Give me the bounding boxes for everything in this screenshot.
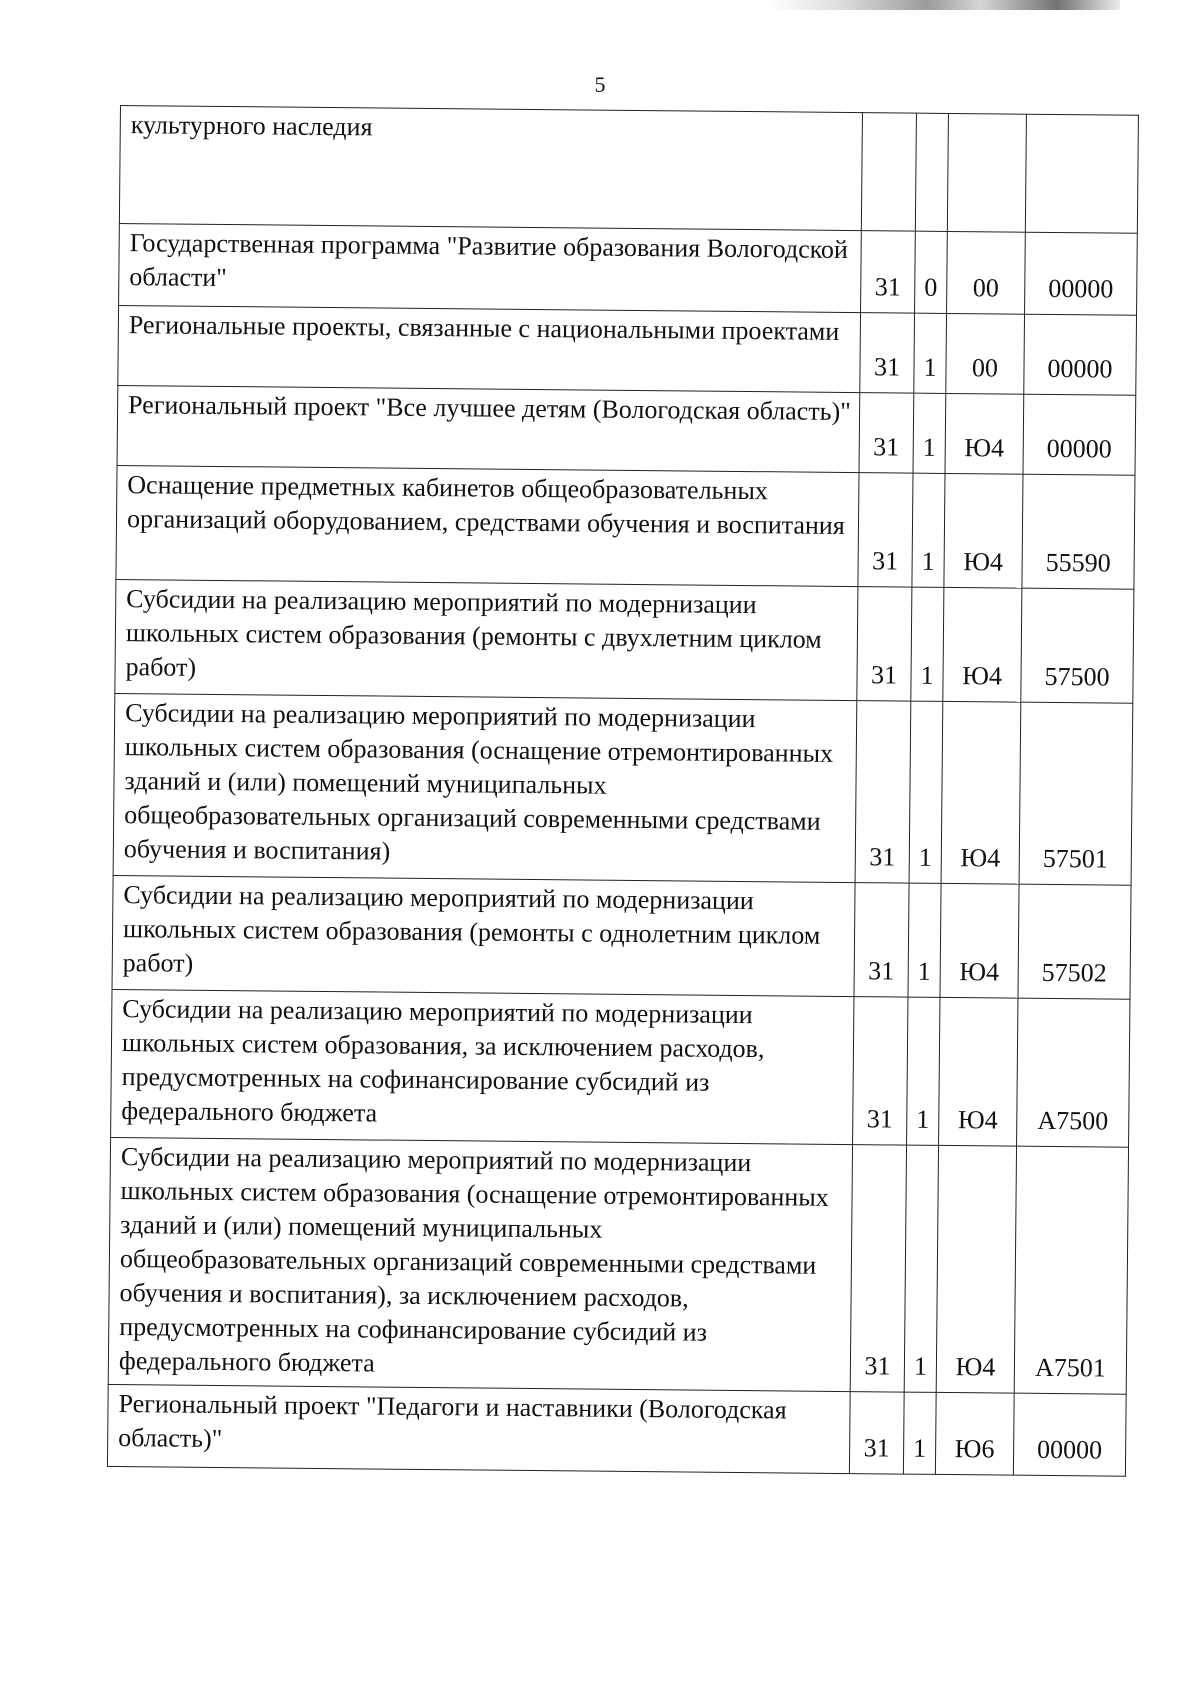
direction-code: А7500: [1017, 998, 1130, 1147]
table-row: [115, 579, 1134, 703]
main-event-code: Ю4: [939, 997, 1018, 1146]
direction-code: А7501: [1014, 1146, 1128, 1394]
program-code: 31: [857, 587, 912, 702]
program-code: [861, 113, 916, 232]
direction-code: 00000: [1024, 314, 1137, 395]
row-name: Субсидии на реализацию мероприятий по модернизации школьных систем образования (ремонты с двухлетним циклом работ): [115, 579, 858, 700]
subprogram-code: 1: [908, 883, 941, 997]
table-row: [113, 693, 1133, 885]
table-row: [107, 1384, 1126, 1476]
direction-code: 00000: [1023, 394, 1136, 475]
subprogram-code: 1: [911, 587, 944, 701]
table-row: [119, 223, 1138, 315]
program-code: 31: [853, 997, 908, 1146]
direction-code: 57502: [1018, 884, 1131, 999]
budget-classification-table: [107, 105, 1139, 1477]
table-row: [108, 1137, 1128, 1394]
program-code: 31: [854, 883, 909, 998]
main-event-code: 00: [946, 313, 1025, 394]
direction-code: 55590: [1022, 474, 1135, 589]
direction-code: 57500: [1021, 588, 1134, 703]
subprogram-code: 1: [907, 997, 940, 1145]
program-code: 31: [861, 231, 916, 314]
row-name: Оснащение предметных кабинетов общеобразовательных организаций оборудованием, средствами обучения и воспитания: [116, 465, 859, 586]
main-event-code: Ю4: [945, 393, 1024, 474]
row-name: Региональный проект "Все лучшее детям (Вологодская область)": [117, 385, 860, 472]
table-row: [116, 465, 1135, 589]
program-code: 31: [858, 473, 913, 588]
subprogram-code: 1: [904, 1145, 938, 1392]
table-row: [117, 385, 1136, 475]
page-number: 5: [594, 72, 606, 97]
direction-code: [1025, 114, 1138, 233]
table-row: [118, 305, 1137, 395]
main-event-code: Ю4: [941, 701, 1021, 884]
subprogram-code: 0: [915, 231, 948, 313]
subprogram-code: [915, 113, 948, 231]
subprogram-code: 1: [914, 313, 947, 393]
row-name: Субсидии на реализацию мероприятий по модернизации школьных систем образования (ремонты с однолетним циклом работ): [112, 875, 855, 996]
row-name: Субсидии на реализацию мероприятий по модернизации школьных систем образования, за исключением расходов, предусмотренных на софинансирование субсидий из федерального бюджета: [111, 989, 854, 1144]
program-code: 31: [855, 701, 911, 884]
row-name: Государственная программа "Развитие образования Вологодской области": [119, 223, 862, 312]
main-event-code: Ю4: [944, 473, 1023, 588]
main-event-code: [947, 113, 1026, 232]
direction-code: 57501: [1019, 702, 1133, 885]
subprogram-code: 1: [913, 393, 946, 473]
row-name: Субсидии на реализацию мероприятий по модернизации школьных систем образования (оснащение отремонтированных зданий и (или) помещений муниципальных общеобразовательных организаций современными средствами обучения и воспитания): [113, 693, 857, 882]
subprogram-code: 1: [912, 473, 945, 587]
document-sheet: [107, 105, 1138, 1477]
main-event-code: Ю4: [936, 1145, 1016, 1393]
table-row: [119, 106, 1138, 234]
main-event-code: 00: [947, 231, 1026, 314]
subprogram-code: 1: [903, 1392, 936, 1474]
program-code: 31: [859, 393, 914, 474]
direction-code: 00000: [1025, 232, 1138, 315]
row-name: Субсидии на реализацию мероприятий по модернизации школьных систем образования (оснащение отремонтированных зданий и (или) помещений муниципальных общеобразовательных организаций современными средствами обучения и воспитания), за исключением расходов, предусмотренных на софинансирование субсидий из федерального бюджета: [108, 1137, 852, 1391]
main-event-code: Ю4: [943, 587, 1022, 702]
direction-code: 00000: [1013, 1393, 1126, 1476]
program-code: 31: [849, 1392, 904, 1475]
row-name: Региональный проект "Педагоги и наставники (Вологодская область)": [107, 1384, 850, 1473]
main-event-code: Ю6: [935, 1392, 1014, 1475]
table-row: [111, 989, 1130, 1147]
table-row: [112, 875, 1131, 999]
program-code: 31: [850, 1145, 906, 1393]
subprogram-code: 1: [909, 701, 943, 883]
row-name: Региональные проекты, связанные с национальными проектами: [118, 305, 861, 392]
main-event-code: Ю4: [940, 883, 1019, 998]
row-name: культурного наследия: [119, 106, 862, 231]
program-code: 31: [860, 313, 915, 394]
scan-edge-artifact: [770, 0, 1120, 10]
